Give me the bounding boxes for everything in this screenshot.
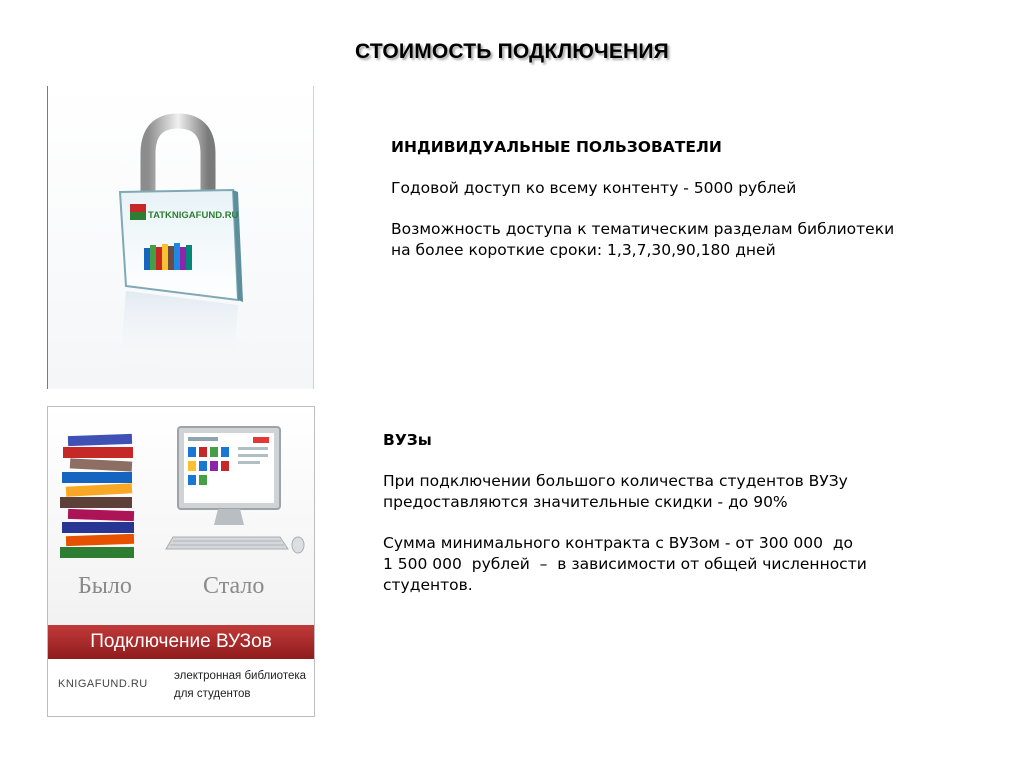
- annual-access-text: Годовой доступ ко всему контенту - 5000 рублей: [391, 179, 797, 197]
- short-terms-line-1: Возможность доступа к тематическим разделам библиотеки: [391, 220, 895, 238]
- universities-illustration: [47, 406, 315, 717]
- individual-heading: ИНДИВИДУАЛЬНЫЕ ПОЛЬЗОВАТЕЛИ: [391, 138, 722, 156]
- short-terms-line-2: на более короткие сроки: 1,3,7,30,90,180 дней: [391, 241, 776, 259]
- lock-logo-text: TATKNIGAFUND.RU: [148, 210, 239, 221]
- caption-before: Было: [78, 573, 132, 599]
- tagline: [174, 667, 314, 703]
- caption-after: Стало: [203, 573, 265, 599]
- tagline-line-1: электронная библиотека: [174, 670, 307, 682]
- universities-heading: ВУЗы: [383, 431, 432, 449]
- tagline-line-2: для студентов: [174, 688, 251, 700]
- contract-line-2: 1 500 000 рублей – в зависимости от общей численности: [383, 555, 867, 573]
- lock-icon: [48, 86, 313, 389]
- lock-illustration: [47, 86, 314, 389]
- slide-title: СТОИМОСТЬ ПОДКЛЮЧЕНИЯ: [355, 40, 669, 63]
- books-and-computer-icon: [48, 407, 314, 573]
- discount-line-2: предоставляются значительные скидки - до 90%: [383, 493, 788, 511]
- individual-users-section: [391, 137, 991, 261]
- contract-line-1: Сумма минимального контракта с ВУЗом - от 300 000 до: [383, 534, 854, 552]
- banner: Подключение ВУЗов: [48, 625, 314, 659]
- universities-section: [383, 430, 983, 596]
- discount-line-1: При подключении большого количества студентов ВУЗу: [383, 472, 848, 490]
- knigafund-logo: KNIGAFUND.RU: [58, 678, 148, 690]
- logo-panel: [48, 659, 314, 716]
- contract-line-3: студентов.: [383, 576, 473, 594]
- before-after-panel: [48, 407, 314, 625]
